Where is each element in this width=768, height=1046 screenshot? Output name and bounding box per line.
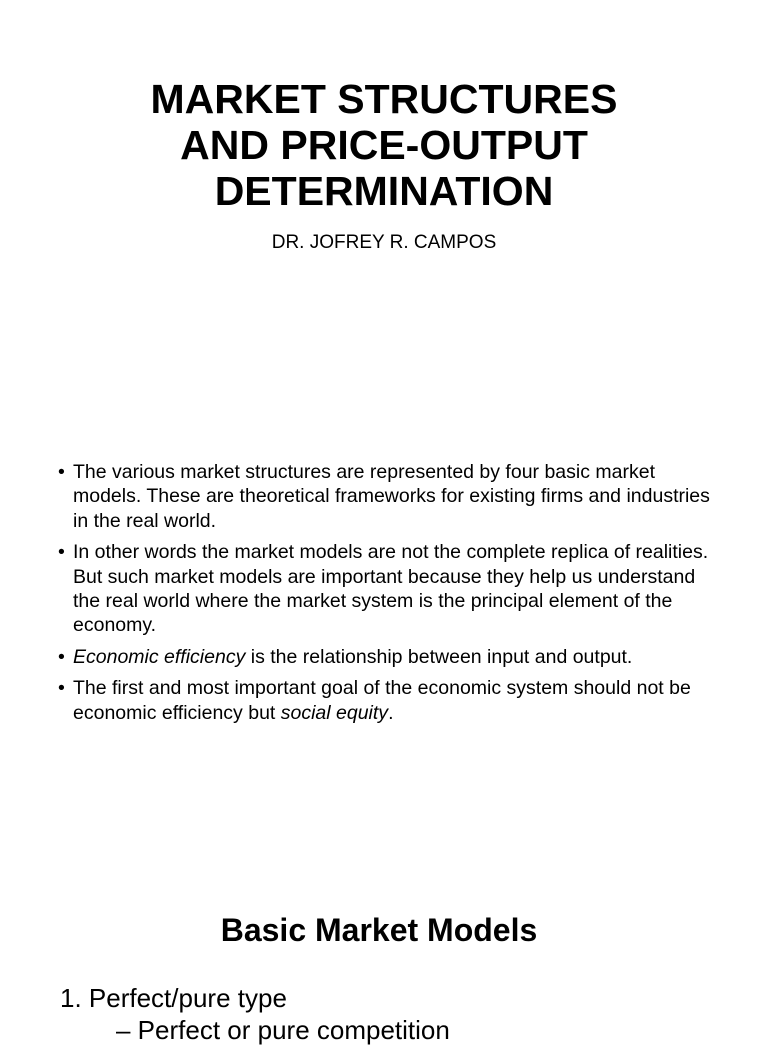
title-line-1: MARKET STRUCTURES bbox=[150, 76, 618, 122]
bullet-text: In other words the market models are not the complete replica of realities. But such market models are important because they help us understand the real world where the market system is the principal element of the economy. bbox=[73, 541, 709, 637]
bullet-item bbox=[58, 676, 718, 725]
bullet-tail: . bbox=[388, 701, 394, 724]
title-slide bbox=[0, 0, 768, 300]
author-name: DR. JOFREY R. CAMPOS bbox=[271, 232, 497, 253]
bullet-dot: • bbox=[58, 461, 65, 483]
bullet-text: The first and most important goal of the economic system should not be economic efficiency but bbox=[73, 677, 691, 724]
bullet-emphasis: Economic efficiency bbox=[73, 645, 246, 668]
bullet-item bbox=[58, 460, 718, 533]
bullet-text: is the relationship between input and output. bbox=[245, 645, 633, 668]
models-heading: Basic Market Models bbox=[220, 912, 538, 948]
bullet-dot: • bbox=[58, 541, 65, 564]
bullet-emphasis: social equity bbox=[280, 701, 389, 724]
bullet-dot: • bbox=[58, 645, 65, 668]
presentation-title bbox=[0, 76, 768, 214]
intro-slide bbox=[0, 440, 768, 780]
bullet-item bbox=[58, 540, 718, 638]
models-slide bbox=[0, 890, 768, 1045]
models-list-item: 1. Perfect/pure type bbox=[60, 983, 287, 1013]
bullet-dot: • bbox=[58, 677, 65, 700]
bullet-item bbox=[58, 645, 718, 669]
title-line-3: DETERMINATION bbox=[214, 168, 554, 214]
title-line-2: AND PRICE-OUTPUT bbox=[180, 122, 588, 168]
bullet-list bbox=[58, 460, 718, 732]
models-sub-item: – Perfect or pure competition bbox=[116, 1015, 450, 1045]
bullet-text: The various market structures are represented by four basic market models. These are theoretical frameworks for existing firms and industries in the real world. bbox=[73, 461, 710, 532]
